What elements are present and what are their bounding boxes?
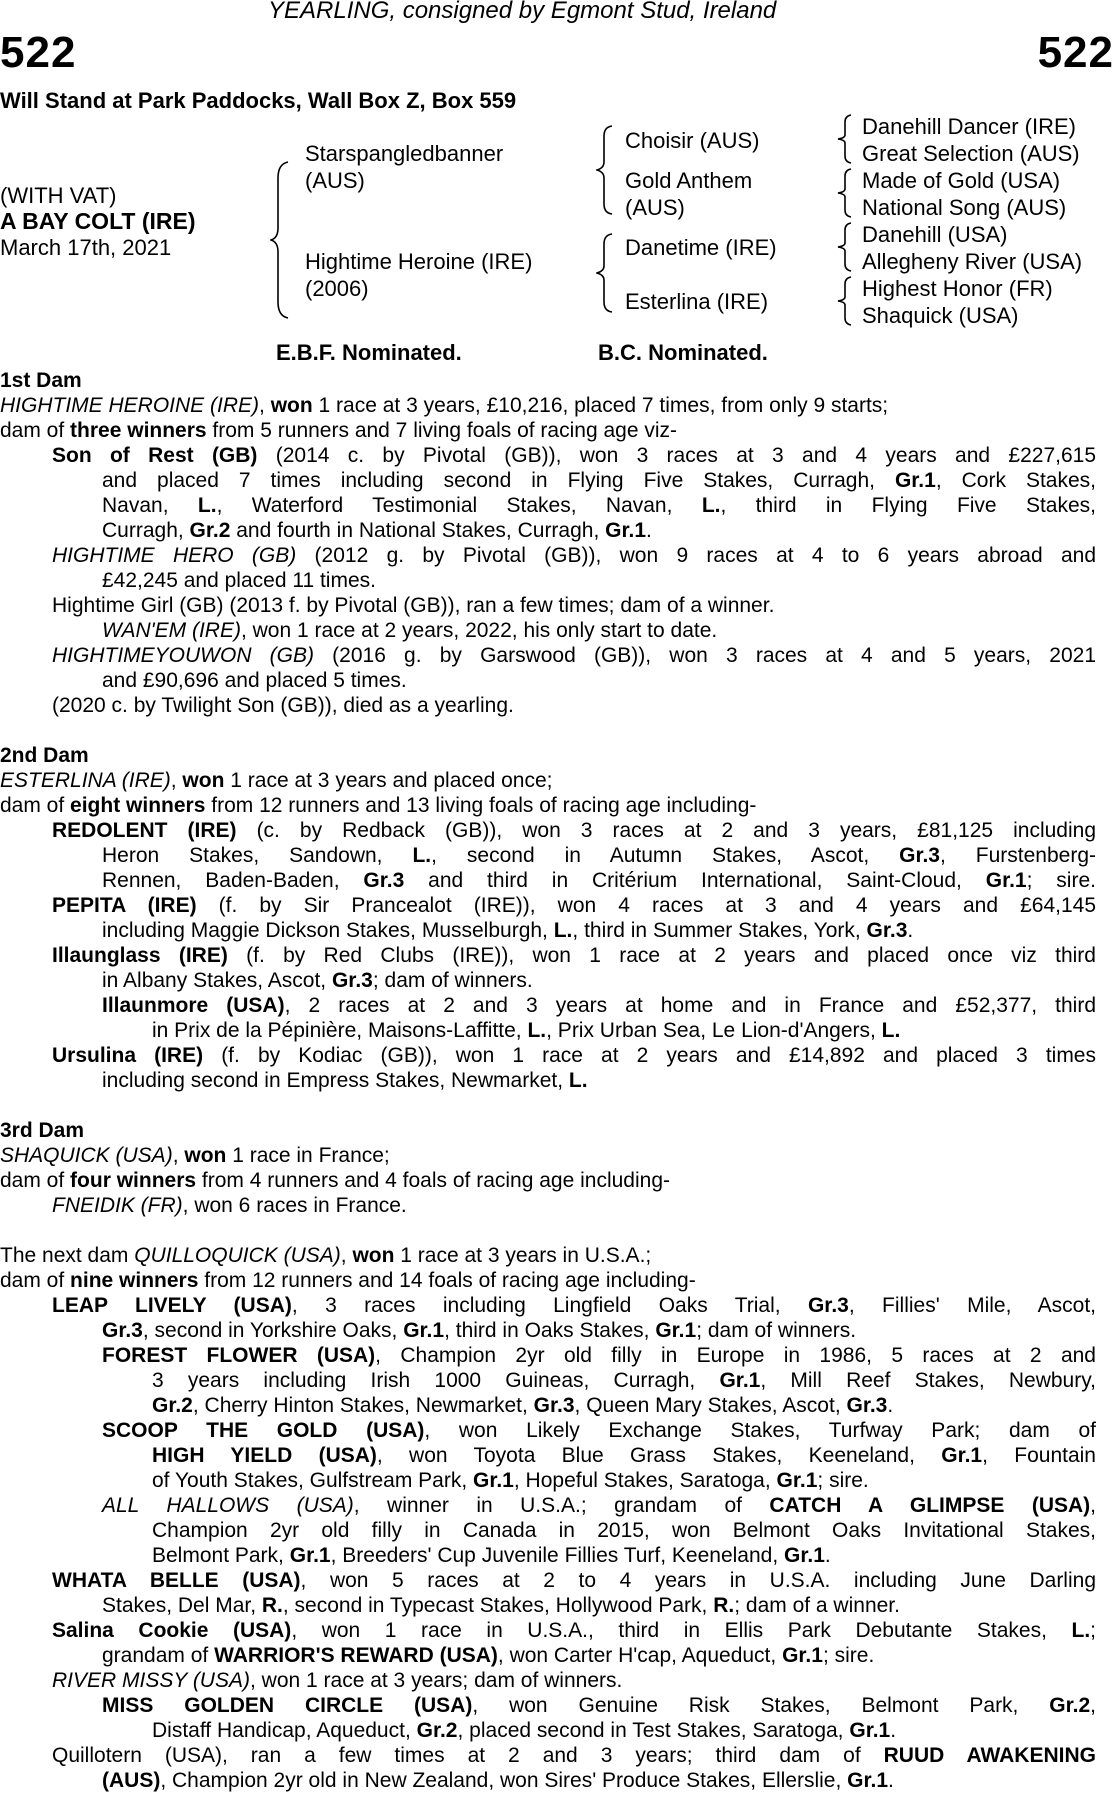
text-run: , <box>1090 1694 1097 1717</box>
text-run: Champion 2yr old filly in Canada in 2015, won Belmont Oaks Invitational Stakes, <box>152 1519 1096 1542</box>
text-run: from 12 runners and 14 foals of racing age including- <box>198 1269 696 1292</box>
subject-name: A BAY COLT (IRE) <box>0 208 196 234</box>
italic-run: RIVER MISSY (USA) <box>52 1669 250 1692</box>
text-run: (f. by Sir Prancealot (IRE)), won 4 races at 3 and 4 years and £64,145 <box>196 894 1096 917</box>
text-line <box>0 1643 1096 1668</box>
text-line <box>0 443 1096 468</box>
text-run: , 2 races at 2 and 3 years at home and in France and £52,377, third <box>284 994 1096 1017</box>
bold-run: four winners <box>70 1169 197 1192</box>
bold-run: Gr.2 <box>152 1394 193 1417</box>
bold-run: Gr.1 <box>784 1544 825 1567</box>
bold-run: REDOLENT (IRE) <box>52 819 237 842</box>
italic-run: ALL HALLOWS (USA) <box>102 1494 354 1517</box>
bold-run: Gr.1 <box>847 1769 889 1792</box>
text-run: 1 race at 3 years and placed once; <box>224 769 553 792</box>
text-run: grandam of <box>102 1644 215 1667</box>
text-run: . <box>888 1769 894 1792</box>
text-run: , won Genuine Risk Stakes, Belmont Park, <box>472 1694 1050 1717</box>
bold-run: Gr.3 <box>533 1394 575 1417</box>
text-line <box>0 768 1096 793</box>
bold-run: Gr.3 <box>807 1294 849 1317</box>
section-heading: 3rd Dam <box>0 1119 85 1142</box>
lot-number-right: 522 <box>1037 28 1114 77</box>
text-run: , third in Summer Stakes, York, <box>572 919 867 942</box>
text-line <box>0 1743 1096 1768</box>
text-run: Distaff Handicap, Aqueduct, <box>152 1719 417 1742</box>
text-run: 3 years including Irish 1000 Guineas, Curragh, <box>152 1369 720 1392</box>
text-run: , third in Flying Five Stakes, <box>720 494 1096 517</box>
text-run: , winner in U.S.A.; grandam of <box>353 1494 770 1517</box>
text-run: , <box>1090 1494 1096 1517</box>
text-run: , <box>170 769 183 792</box>
text-run: ; sire. <box>817 1469 869 1492</box>
sire-name: Starspangledbanner <box>305 141 504 166</box>
text-run: from 5 runners and 7 living foals of racing age viz- <box>206 419 677 442</box>
text-run: , won Carter H'cap, Aqueduct, <box>497 1644 783 1667</box>
sire-origin: (AUS) <box>305 168 365 193</box>
text-line <box>0 543 1096 568</box>
brace-sire <box>596 124 618 216</box>
bold-run: three winners <box>70 419 207 442</box>
text-run: ; dam of winners. <box>372 969 533 992</box>
sire-sire: Choisir (AUS) <box>625 128 760 153</box>
bold-run: Gr.3 <box>331 969 373 992</box>
text-run: , third in Oaks Stakes, <box>444 1319 656 1342</box>
text-line <box>0 593 1096 618</box>
text-line <box>0 868 1096 893</box>
bold-run: MISS GOLDEN CIRCLE (USA) <box>102 1694 473 1717</box>
text-run: dam of <box>0 1269 71 1292</box>
text-run: (f. by Red Clubs (IRE)), won 1 race at 2 years and placed once viz third <box>227 944 1096 967</box>
text-run: and fourth in National Stakes, Curragh, <box>230 519 606 542</box>
text-line <box>0 818 1096 843</box>
text-line <box>0 918 1096 943</box>
text-run: , Queen Mary Stakes, Ascot, <box>574 1394 847 1417</box>
bold-run: Gr.3 <box>102 1319 143 1342</box>
bold-run: nine winners <box>70 1269 199 1292</box>
text-line <box>0 468 1096 493</box>
italic-run: ESTERLINA (IRE) <box>0 769 171 792</box>
text-run: and third in Critérium International, Saint-Cloud, <box>404 869 986 892</box>
text-run: , 3 races including Lingfield Oaks Trial, <box>291 1294 808 1317</box>
text-run: ; <box>1090 1619 1097 1642</box>
text-line <box>0 1493 1096 1518</box>
text-run: , Mill Reef Stakes, Newbury, <box>760 1369 1096 1392</box>
brace-gen3-4 <box>836 275 856 327</box>
bold-run: Gr.1 <box>782 1644 823 1667</box>
text-line <box>0 1143 1096 1168</box>
italic-run: HIGHTIME HERO (GB) <box>52 544 297 567</box>
text-line <box>0 1318 1096 1343</box>
text-run: of Youth Stakes, Gulfstream Park, <box>152 1469 473 1492</box>
text-line <box>0 943 1096 968</box>
gen3-1: Danehill Dancer (IRE) <box>862 114 1076 139</box>
text-run: , won 1 race at 2 years, 2022, his only start to date. <box>240 619 718 642</box>
text-run: , Fountain <box>982 1444 1096 1467</box>
text-run: ; dam of a winner. <box>734 1594 900 1617</box>
bold-run: Gr.1 <box>941 1444 983 1467</box>
catalogue-subtitle: YEARLING, consigned by Egmont Stud, Ireland <box>268 0 777 24</box>
text-line <box>0 893 1096 918</box>
text-line <box>0 668 1096 693</box>
text-run: Quillotern (USA), ran a few times at 2 and 3 years; third dam of <box>52 1744 884 1767</box>
brace-dam <box>596 232 618 314</box>
text-line <box>0 793 1096 818</box>
bold-run: L. <box>527 1019 547 1042</box>
text-line <box>0 1593 1096 1618</box>
bold-run: Gr.1 <box>894 469 936 492</box>
bold-run: L. <box>881 1019 901 1042</box>
text-line <box>0 518 1096 543</box>
text-run: , <box>259 394 271 417</box>
text-line <box>0 1568 1096 1593</box>
text-run: , Hopeful Stakes, Saratoga, <box>513 1469 777 1492</box>
brace-gen3-2 <box>836 167 856 219</box>
bold-run: Gr.3 <box>846 1394 888 1417</box>
bold-run: Gr.3 <box>899 844 940 867</box>
text-run: ; sire. <box>822 1644 875 1667</box>
bold-run: Gr.1 <box>985 869 1027 892</box>
text-run: . <box>824 1544 831 1567</box>
text-run: (f. by Kodiac (GB)), won 1 race at 2 years and £14,892 and placed 3 times <box>203 1044 1096 1067</box>
text-line <box>0 618 1096 643</box>
text-run: , <box>172 1144 185 1167</box>
bold-run: L. <box>553 919 573 942</box>
text-line <box>0 368 1096 393</box>
section-heading: 1st Dam <box>0 369 82 392</box>
text-line <box>0 1718 1096 1743</box>
bold-run: eight winners <box>70 794 206 817</box>
gen3-8: Shaquick (USA) <box>862 303 1019 328</box>
text-line <box>0 1693 1096 1718</box>
dam-year: (2006) <box>305 276 369 301</box>
bold-run: HIGH YIELD (USA) <box>152 1444 377 1467</box>
text-run: dam of <box>0 1169 71 1192</box>
sire-dam-name: Gold Anthem <box>625 168 753 193</box>
bold-run: Ursulina (IRE) <box>52 1044 204 1067</box>
bold-run: SCOOP THE GOLD (USA) <box>102 1419 425 1442</box>
text-run: and placed 7 times including second in Flying Five Stakes, Curragh, <box>102 469 895 492</box>
bold-run: Gr.1 <box>655 1319 697 1342</box>
bold-run: L. <box>568 1069 588 1092</box>
bold-run: won <box>270 394 313 417</box>
dam-name: Hightime Heroine (IRE) <box>305 249 533 274</box>
lot-number-left: 522 <box>0 28 77 77</box>
italic-run: SHAQUICK (USA) <box>0 1144 173 1167</box>
text-run: Rennen, Baden-Baden, <box>102 869 364 892</box>
text-run: , Cork Stakes, <box>935 469 1096 492</box>
text-run: , won 1 race at 3 years; dam of winners. <box>249 1669 623 1692</box>
text-run: , Champion 2yr old in New Zealand, won Sires' Produce Stakes, Ellerslie, <box>160 1769 848 1792</box>
text-run: , Furstenberg- <box>940 844 1096 867</box>
bold-run: Gr.1 <box>403 1319 445 1342</box>
bold-run: Gr.1 <box>719 1369 761 1392</box>
text-line <box>0 993 1096 1018</box>
text-run: dam of <box>0 419 71 442</box>
bold-run: L. <box>412 844 432 867</box>
text-run: , won 5 races at 2 to 4 years in U.S.A. including June Darling <box>300 1569 1096 1592</box>
text-run: ; dam of winners. <box>696 1319 857 1342</box>
gen3-3: Made of Gold (USA) <box>862 168 1061 193</box>
text-run: (c. by Redback (GB)), won 3 races at 2 and 3 years, £81,125 including <box>236 819 1096 842</box>
text-line <box>0 1368 1096 1393</box>
gen3-6: Allegheny River (USA) <box>862 249 1083 274</box>
text-run: dam of <box>0 794 71 817</box>
brace-gen3-3 <box>836 221 856 273</box>
text-line <box>0 1443 1096 1468</box>
bold-run: L. <box>197 494 217 517</box>
text-run: , Prix Urban Sea, Le Lion-d'Angers, <box>546 1019 882 1042</box>
text-run: The next dam <box>0 1244 135 1267</box>
text-run: , Fillies' Mile, Ascot, <box>848 1294 1096 1317</box>
italic-run: HIGHTIMEYOUWON (GB) <box>52 644 314 667</box>
bold-run: Gr.1 <box>473 1469 514 1492</box>
bold-run: FOREST FLOWER (USA) <box>102 1344 376 1367</box>
text-line <box>0 1293 1096 1318</box>
bold-run: R. <box>261 1594 283 1617</box>
text-line <box>0 1543 1096 1568</box>
text-line <box>0 968 1096 993</box>
bold-run: won <box>184 1144 227 1167</box>
text-run: , second in Autumn Stakes, Ascot, <box>431 844 900 867</box>
bold-run: Gr.2 <box>416 1719 458 1742</box>
text-line <box>0 1418 1096 1443</box>
text-run: , Waterford Testimonial Stakes, Navan, <box>216 494 702 517</box>
text-run: 1 race at 3 years in U.S.A.; <box>394 1244 652 1267</box>
bold-run: LEAP LIVELY (USA) <box>52 1294 292 1317</box>
text-run: from 12 runners and 13 living foals of racing age including- <box>205 794 757 817</box>
bold-run: WHATA BELLE (USA) <box>52 1569 301 1592</box>
text-run: (2014 c. by Pivotal (GB)), won 3 races at 3 and 4 years and £227,615 <box>257 444 1096 467</box>
ebf-nomination: E.B.F. Nominated. <box>276 340 462 365</box>
text-run: (2020 c. by Twilight Son (GB)), died as a yearling. <box>52 694 514 717</box>
bold-run: Illaunglass (IRE) <box>52 944 228 967</box>
bold-run: Gr.2 <box>189 519 231 542</box>
text-line <box>0 1168 1096 1193</box>
text-run: . <box>907 919 914 942</box>
text-line <box>0 418 1096 443</box>
bold-run: won <box>352 1244 395 1267</box>
italic-run: HIGHTIME HEROINE (IRE) <box>0 394 260 417</box>
italic-run: WAN'EM (IRE) <box>102 619 241 642</box>
text-run: from 4 runners and 4 foals of racing age including- <box>196 1169 670 1192</box>
text-line <box>0 1193 1096 1218</box>
text-run: , <box>340 1244 353 1267</box>
text-run: , Champion 2yr old filly in Europe in 1986, 5 races at 2 and <box>375 1344 1096 1367</box>
bold-run: Salina Cookie (USA) <box>52 1619 292 1642</box>
text-run: . <box>887 1394 894 1417</box>
bold-run: Gr.1 <box>605 519 647 542</box>
bold-run: WARRIOR'S REWARD (USA) <box>214 1644 498 1667</box>
text-line <box>0 1343 1096 1368</box>
italic-run: FNEIDIK (FR) <box>52 1194 183 1217</box>
dam-dam: Esterlina (IRE) <box>625 289 769 314</box>
sire-dam-origin: (AUS) <box>625 195 685 220</box>
brace-subject <box>270 160 294 320</box>
bold-run: Gr.1 <box>289 1544 331 1567</box>
text-line <box>0 1668 1096 1693</box>
family-details <box>0 368 1096 1793</box>
text-run: 1 race in France; <box>226 1144 390 1167</box>
bold-run: Gr.3 <box>363 869 405 892</box>
bold-run: won <box>182 769 225 792</box>
text-run: , won Toyota Blue Grass Stakes, Keeneland, <box>376 1444 942 1467</box>
text-run: , placed second in Test Stakes, Saratoga, <box>457 1719 850 1742</box>
text-run: Navan, <box>102 494 198 517</box>
bold-run: RUUD AWAKENING <box>883 1744 1096 1767</box>
gen3-4: National Song (AUS) <box>862 195 1067 220</box>
bold-run: Illaunmore (USA) <box>102 994 285 1017</box>
text-run: (2012 g. by Pivotal (GB)), won 9 races at 4 to 6 years abroad and <box>296 544 1096 567</box>
text-run: Stakes, Del Mar, <box>102 1594 262 1617</box>
text-line <box>0 1518 1096 1543</box>
bold-run: Gr.1 <box>849 1719 891 1742</box>
text-run: , Breeders' Cup Juvenile Fillies Turf, Keeneland, <box>330 1544 785 1567</box>
text-run: Belmont Park, <box>152 1544 290 1567</box>
text-run: (2016 g. by Garswood (GB)), won 3 races at 4 and 5 years, 2021 <box>314 644 1096 667</box>
bc-nomination: B.C. Nominated. <box>598 340 768 365</box>
italic-run: QUILLOQUICK (USA) <box>134 1244 341 1267</box>
bold-run: L. <box>1071 1619 1091 1642</box>
bold-run: L. <box>701 494 721 517</box>
text-run: , second in Typecast Stakes, Hollywood Park, <box>282 1594 714 1617</box>
text-run: in Prix de la Pépinière, Maisons-Laffitte, <box>152 1019 528 1042</box>
bold-run: Gr.2 <box>1049 1694 1091 1717</box>
text-run: , won 1 race in U.S.A., third in Ellis Park Debutante Stakes, <box>291 1619 1072 1642</box>
text-run: , won 6 races in France. <box>182 1194 407 1217</box>
text-run: including second in Empress Stakes, Newmarket, <box>102 1069 569 1092</box>
text-run: in Albany Stakes, Ascot, <box>102 969 332 992</box>
text-run: including Maggie Dickson Stakes, Musselburgh, <box>102 919 554 942</box>
text-line <box>0 1768 1096 1793</box>
text-line <box>0 693 1096 718</box>
stand-location: Will Stand at Park Paddocks, Wall Box Z, Box 559 <box>0 88 517 113</box>
bold-run: Gr.1 <box>776 1469 818 1492</box>
gen3-5: Danehill (USA) <box>862 222 1008 247</box>
text-run: Hightime Girl (GB) (2013 f. by Pivotal (GB)), ran a few times; dam of a winner. <box>52 594 775 617</box>
text-line <box>0 1018 1096 1043</box>
text-line <box>0 1268 1096 1293</box>
text-run: ; sire. <box>1026 869 1096 892</box>
text-line <box>0 1618 1096 1643</box>
text-run: 1 race at 3 years, £10,216, placed 7 times, from only 9 starts; <box>312 394 889 417</box>
gen3-7: Highest Honor (FR) <box>862 276 1053 301</box>
text-line <box>0 843 1096 868</box>
bold-run: R. <box>713 1594 735 1617</box>
text-line <box>0 643 1096 668</box>
text-line <box>0 1068 1096 1093</box>
bold-run: Son of Rest (GB) <box>52 444 258 467</box>
bold-run: CATCH A GLIMPSE (USA) <box>769 1494 1091 1517</box>
text-line <box>0 743 1096 768</box>
bold-run: Gr.3 <box>866 919 908 942</box>
dam-sire: Danetime (IRE) <box>625 235 777 260</box>
text-run: . <box>646 519 652 542</box>
text-line <box>0 493 1096 518</box>
section-heading: 2nd Dam <box>0 744 89 767</box>
text-line <box>0 1393 1096 1418</box>
text-run: Curragh, <box>102 519 190 542</box>
text-run: and £90,696 and placed 5 times. <box>102 669 407 692</box>
text-run: £42,245 and placed 11 times. <box>102 569 376 592</box>
brace-gen3-1 <box>836 113 856 165</box>
text-run: . <box>890 1719 897 1742</box>
text-run: , Cherry Hinton Stakes, Newmarket, <box>192 1394 534 1417</box>
bold-run: PEPITA (IRE) <box>52 894 197 917</box>
text-run: , second in Yorkshire Oaks, <box>142 1319 404 1342</box>
text-line <box>0 1118 1096 1143</box>
text-line <box>0 393 1096 418</box>
text-run: Heron Stakes, Sandown, <box>102 844 413 867</box>
text-line <box>0 1043 1096 1068</box>
text-run: , won Likely Exchange Stakes, Turfway Park; dam of <box>424 1419 1096 1442</box>
subject-dob: March 17th, 2021 <box>0 235 172 260</box>
text-line <box>0 1243 1096 1268</box>
bold-run: (AUS) <box>102 1769 161 1792</box>
gen3-2: Great Selection (AUS) <box>862 141 1080 166</box>
text-line <box>0 568 1096 593</box>
subject-vat: (WITH VAT) <box>0 183 117 208</box>
text-line <box>0 1468 1096 1493</box>
